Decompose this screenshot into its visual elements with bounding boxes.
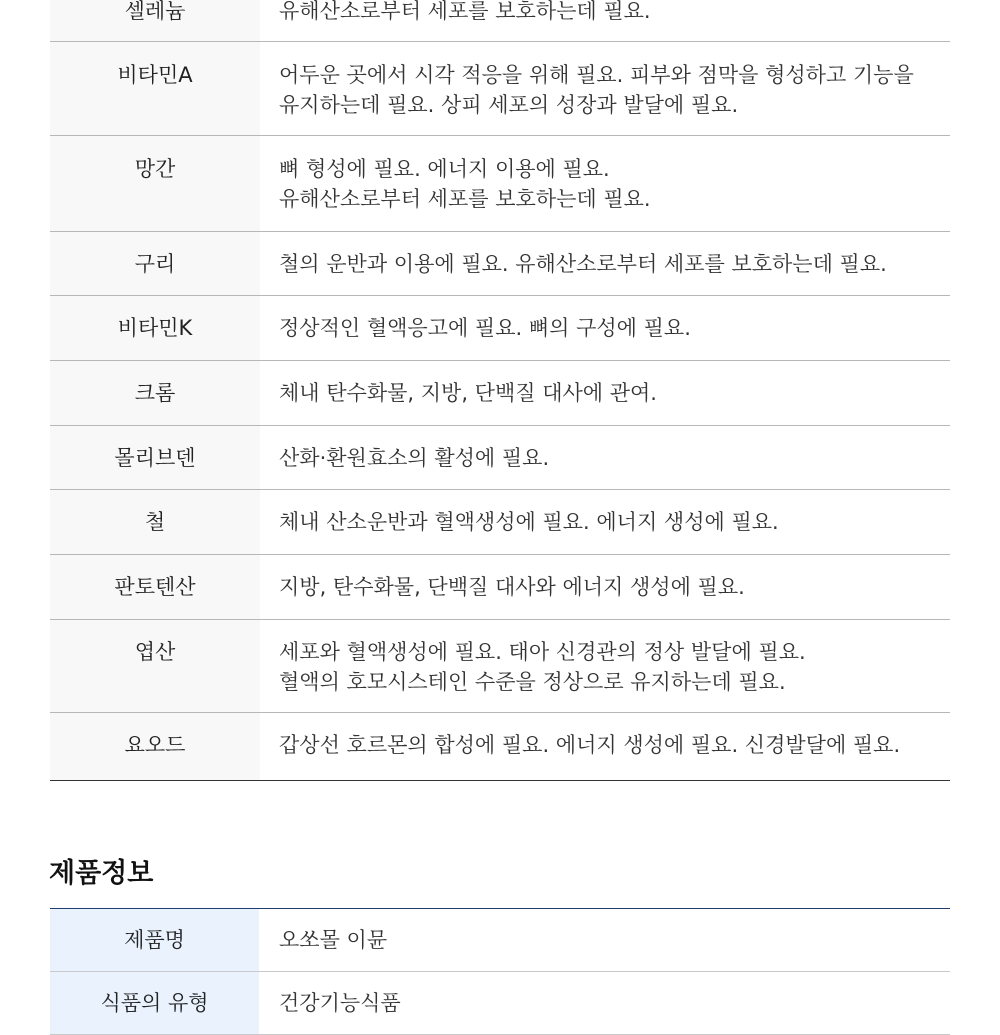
nutrient-description: 뼈 형성에 필요. 에너지 이용에 필요. 유해산소로부터 세포를 보호하는데 필요. — [279, 157, 651, 211]
nutrient-description: 세포와 혈액생성에 필요. 태아 신경관의 정상 발달에 필요. 혈액의 호모시스테인 수준을 정상으로 유지하는데 필요. — [279, 640, 806, 694]
nutrient-name: 구리 — [50, 232, 260, 295]
nutrient-name: 망간 — [50, 136, 260, 231]
product-info-table — [50, 908, 950, 1035]
table-row — [50, 231, 950, 295]
table-row — [50, 712, 950, 780]
table-row — [50, 135, 950, 231]
product-info-label: 제품명 — [50, 909, 259, 971]
table-row — [50, 972, 950, 1035]
table-row — [50, 295, 950, 360]
nutrient-name: 크롬 — [50, 361, 260, 425]
table-row — [50, 489, 950, 554]
product-info-value: 건강기능식품 — [279, 991, 401, 1015]
table-row — [50, 619, 950, 712]
product-info-title: 제품정보 — [49, 858, 154, 889]
table-row — [50, 41, 950, 135]
product-info-label: 식품의 유형 — [50, 972, 259, 1034]
nutrient-description: 갑상선 호르몬의 합성에 필요. 에너지 생성에 필요. 신경발달에 필요. — [279, 733, 901, 757]
nutrient-name: 셀레늄 — [50, 0, 260, 41]
nutrient-description: 어두운 곳에서 시각 적응을 위해 필요. 피부와 점막을 형성하고 기능을 유지하는데 필요. 상피 세포의 성장과 발달에 필요. — [279, 63, 914, 117]
nutrient-name: 요오드 — [50, 713, 260, 780]
table-row — [50, 909, 950, 972]
nutrient-description: 철의 운반과 이용에 필요. 유해산소로부터 세포를 보호하는데 필요. — [279, 252, 887, 276]
nutrient-name: 철 — [50, 490, 260, 554]
nutrient-description: 유해산소로부터 세포를 보호하는데 필요. — [279, 0, 651, 23]
nutrient-description: 체내 산소운반과 혈액생성에 필요. 에너지 생성에 필요. — [279, 510, 779, 534]
nutrient-name: 비타민K — [50, 296, 260, 360]
nutrient-description: 산화·환원효소의 활성에 필요. — [279, 446, 550, 470]
nutrient-name: 판토텐산 — [50, 555, 260, 619]
nutrient-name: 비타민A — [50, 42, 260, 135]
table-row — [50, 425, 950, 489]
nutrient-name: 몰리브덴 — [50, 426, 260, 489]
nutrient-function-table — [50, 0, 950, 781]
nutrient-name: 엽산 — [50, 620, 260, 712]
product-info-value: 오쏘몰 이뮨 — [279, 928, 388, 952]
table-row — [50, 360, 950, 425]
nutrient-description: 체내 탄수화물, 지방, 단백질 대사에 관여. — [279, 381, 657, 405]
table-row — [50, 554, 950, 619]
nutrient-description: 정상적인 혈액응고에 필요. 뼈의 구성에 필요. — [279, 316, 691, 340]
table-row — [50, 0, 950, 41]
nutrient-description: 지방, 탄수화물, 단백질 대사와 에너지 생성에 필요. — [279, 575, 745, 599]
